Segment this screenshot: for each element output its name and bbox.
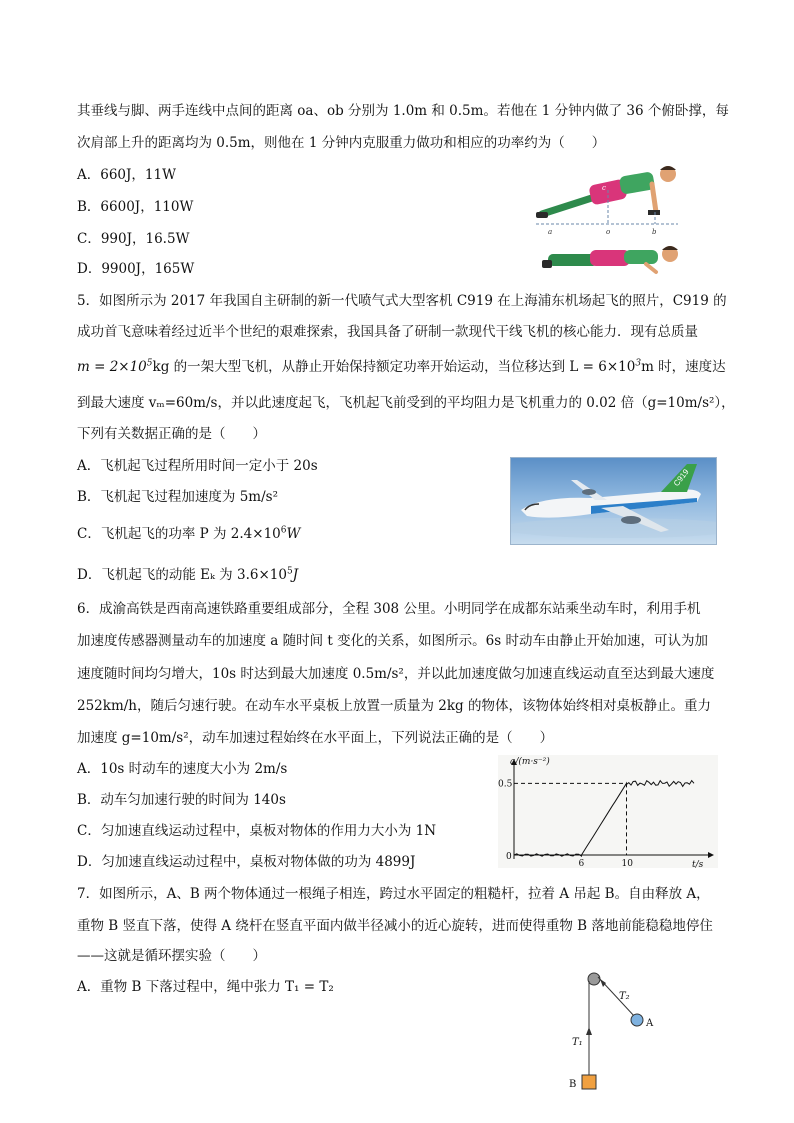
- label-b: b: [652, 228, 657, 236]
- t1-arrow: [586, 1027, 592, 1035]
- q5-stem-line5: 下列有关数据正确的是（ ）: [77, 426, 266, 442]
- q5-option-c: C．飞机起飞的功率 P 为 $2.4\times 10^6W$: [77, 525, 301, 542]
- q4-option-a: A．660J，11W: [77, 167, 176, 183]
- q6-stem-line5: 加速度 g=10m/s²，动车加速过程始终在水平面上，下列说法正确的是（ ）: [77, 730, 554, 746]
- q6-stem-line1: 6．成渝高铁是西南高速铁路重要组成部分，全程 308 公里。小明同学在成都东站乘坐动车时，利用手机: [77, 601, 701, 617]
- q5-stem-line4: 到最大速度 vₘ=60m/s，并以此速度起飞，飞机起飞前受到的平均阻力是飞机重力的 0.02 倍（g=10m/s²），: [77, 395, 735, 411]
- acceleration-chart: [498, 755, 718, 868]
- q4-option-b: B．6600J，110W: [77, 199, 194, 215]
- q5-option-b: B．飞机起飞过程加速度为 5m/s²: [77, 489, 278, 505]
- object-a: [631, 1014, 643, 1026]
- label-c: c: [602, 184, 606, 192]
- t2-arrow: [600, 979, 606, 987]
- object-b: [582, 1075, 596, 1089]
- y-axis-label: a/(m·s⁻²): [510, 757, 550, 767]
- q5-option-a: A．飞机起飞过程所用时间一定小于 20s: [77, 458, 318, 474]
- acceleration-series-line: [514, 781, 694, 857]
- q5-stem-line2: 成功首飞意味着经过近半个世纪的艰难探索，我国具备了研制一款现代干线飞机的核心能力．现有总质量: [77, 324, 698, 340]
- q4-stem-line2: 次肩部上升的距离均为 0.5m，则他在 1 分钟内克服重力做功和相应的功率约为（ ）: [77, 135, 606, 151]
- c919-livery-text: C919: [671, 467, 691, 489]
- x-tick-label: 6: [578, 859, 585, 868]
- c919-photo: [510, 457, 717, 545]
- rod-pivot: [588, 973, 600, 985]
- q6-option-b: B．动车匀加速行驶的时间为 140s: [77, 792, 286, 808]
- q6-stem-line4: 252km/h，随后匀速行驶。在动车水平桌板上放置一质量为 2kg 的物体，该物体始终相对桌板静止。重力: [77, 698, 711, 714]
- pushup-figure: [528, 160, 728, 278]
- pendulum-figure: [560, 965, 670, 1095]
- x-tick-label: 10: [621, 859, 633, 868]
- q4-stem-line1: 其垂线与脚、两手连线中点间的距离 oa、ob 分别为 1.0m 和 0.5m。若他在 1 分钟内做了 36 个俯卧撑，每: [77, 103, 729, 119]
- label-t1: T₁: [572, 1037, 583, 1048]
- q5-stem-line3: $m = 2\times 10^5kg$ 的一架大型飞机，从静止开始保持额定功率开始运动，当位移达到 $L = 6\times 10^3m$ 时，速度达: [77, 358, 726, 375]
- label-t2: T₂: [619, 991, 630, 1002]
- q7-option-a: A．重物 B 下落过程中，绳中张力 T₁ = T₂: [77, 979, 334, 995]
- label-a: A: [646, 1018, 654, 1029]
- q6-option-d: D．匀加速直线运动过程中，桌板对物体做的功为 4899J: [77, 854, 416, 870]
- q7-stem-line3: ——这就是循环摆实验（ ）: [77, 948, 266, 964]
- label-o: o: [606, 228, 611, 236]
- pushup-person-top: [536, 166, 676, 218]
- q7-stem-line1: 7．如图所示，A、B 两个物体通过一根绳子相连，跨过水平固定的粗糙杆，拉着 A 吊起 B。自由释放 A，: [77, 886, 710, 902]
- q6-option-c: C．匀加速直线运动过程中，桌板对物体的作用力大小为 1N: [77, 823, 437, 839]
- q4-option-d: D．9900J，165W: [77, 261, 195, 277]
- y-tick-label: 0.5: [498, 779, 513, 790]
- x-axis-arrow: [708, 852, 714, 858]
- pushup-person-bottom: [542, 246, 678, 272]
- label-b: B: [569, 1079, 577, 1090]
- q6-option-a: A．10s 时动车的速度大小为 2m/s: [77, 761, 288, 777]
- q5-option-d: D．飞机起飞的动能 Eₖ 为 $3.6\times 10^5J$: [77, 566, 299, 583]
- q6-stem-line2: 加速度传感器测量动车的加速度 a 随时间 t 变化的关系，如图所示。6s 时动车由静止开始加速，可认为加: [77, 633, 708, 649]
- q7-stem-line2: 重物 B 竖直下落，使得 A 绕杆在竖直平面内做半径减小的近心旋转，进而使得重物 B 落地前能稳稳地停住: [77, 918, 713, 934]
- acceleration-chart-svg: [498, 755, 718, 868]
- q5-stem-line1: 5．如图所示为 2017 年我国自主研制的新一代喷气式大型客机 C919 在上海浦东机场起飞的照片，C919 的: [77, 293, 727, 309]
- origin-label: 0: [506, 852, 512, 862]
- q4-option-c: C．990J，16.5W: [77, 231, 190, 247]
- x-axis-label: t/s: [692, 860, 704, 868]
- c919-airplane: [511, 458, 716, 544]
- label-a: a: [548, 228, 553, 236]
- q6-stem-line3: 速度随时间均匀增大，10s 时达到最大加速度 0.5m/s²，并以此加速度做匀加速直线运动直至达到最大速度: [77, 666, 715, 682]
